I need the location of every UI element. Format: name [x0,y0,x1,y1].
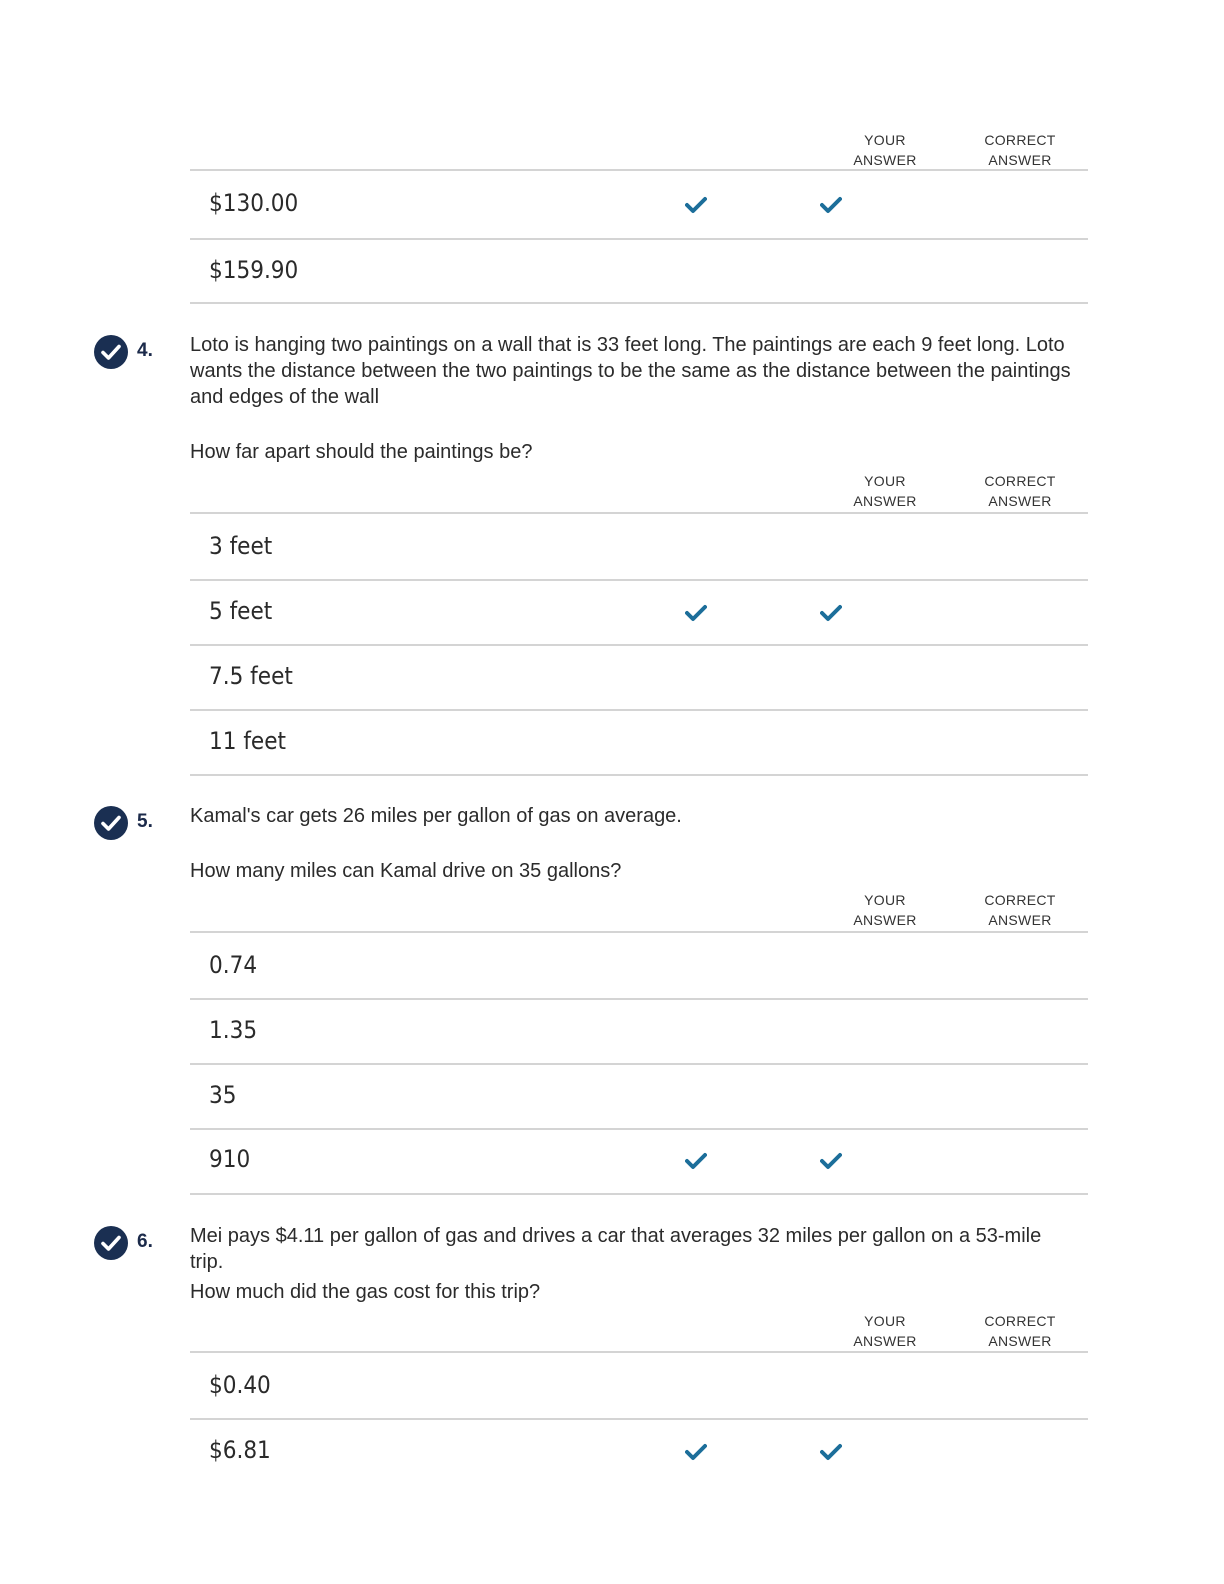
question-number: 6. [137,1231,153,1252]
answer-label: 11 feet [209,727,286,755]
q4-correct-answer-header: CORRECT ANSWER [984,473,1056,509]
correct-answer-check-icon [820,196,842,214]
q5-your-answer-header: YOUR ANSWER [853,892,917,928]
header-divider [190,931,1088,933]
q4-your-answer-header: YOUR ANSWER [853,473,917,509]
q5-answer-option[interactable] [190,1081,1088,1113]
q6-answer-option[interactable] [190,1371,1088,1403]
answer-label: $130.00 [209,189,299,217]
question-text: Mei pays $4.11 per gallon of gas and drives a car that averages 32 miles per gallon on a 53-mile trip. [190,1225,1042,1273]
answer-label: 1.35 [209,1016,258,1044]
answer-label: 3 feet [209,532,273,560]
q5-answer-option[interactable] [190,1145,1088,1177]
answer-divider [190,998,1088,1000]
question-number: 4. [137,340,153,361]
answer-label: 5 feet [209,597,273,625]
check-circle-icon [93,1225,129,1261]
answer-divider [190,579,1088,581]
q3-correct-answer-header: CORRECT ANSWER [984,132,1056,168]
q3-answer-option[interactable] [190,189,1088,221]
question-number: 5. [137,811,153,832]
q5-answer-option[interactable] [190,951,1088,983]
answer-divider [190,1418,1088,1420]
answer-divider [190,774,1088,776]
answer-label: $6.81 [209,1436,271,1464]
answer-divider [190,1063,1088,1065]
q4-answer-option[interactable] [190,597,1088,629]
correct-answer-check-icon [820,604,842,622]
answer-divider [190,302,1088,304]
your-answer-check-icon [685,604,707,622]
q6-correct-answer-header: CORRECT ANSWER [984,1313,1056,1349]
q3-your-answer-header: YOUR ANSWER [853,132,917,168]
q5-correct-answer-header: CORRECT ANSWER [984,892,1056,928]
q4-answer-option[interactable] [190,662,1088,694]
your-answer-check-icon [685,196,707,214]
answer-label: 910 [209,1145,251,1173]
q6-your-answer-header: YOUR ANSWER [853,1313,917,1349]
answer-divider [190,644,1088,646]
header-divider [190,512,1088,514]
q5-answer-option[interactable] [190,1016,1088,1048]
answer-divider [190,1193,1088,1195]
question-text: Loto is hanging two paintings on a wall that is 33 feet long. The paintings are each 9 feet long. Loto wants the distance between the two paintings to be the same as the distance between the paintings and edges of the wall [190,334,1071,408]
question-prompt: How far apart should the paintings be? [190,441,533,463]
answer-label: 35 [209,1081,237,1109]
your-answer-check-icon [685,1443,707,1461]
answer-divider [190,238,1088,240]
answer-label: 7.5 feet [209,662,293,690]
q6-answer-option[interactable] [190,1436,1088,1468]
question-prompt: How many miles can Kamal drive on 35 gallons? [190,860,622,882]
answer-label: $0.40 [209,1371,271,1399]
question-text: Kamal's car gets 26 miles per gallon of gas on average. [190,805,682,827]
check-circle-icon [93,805,129,841]
q3-answer-option[interactable] [190,256,1088,288]
question-prompt: How much did the gas cost for this trip? [190,1281,541,1303]
check-circle-icon [93,334,129,370]
answer-divider [190,709,1088,711]
your-answer-check-icon [685,1152,707,1170]
correct-answer-check-icon [820,1152,842,1170]
header-divider [190,169,1088,171]
correct-answer-check-icon [820,1443,842,1461]
q4-answer-option[interactable] [190,532,1088,564]
answer-label: $159.90 [209,256,299,284]
answer-label: 0.74 [209,951,258,979]
header-divider [190,1351,1088,1353]
q4-answer-option[interactable] [190,727,1088,759]
answer-divider [190,1128,1088,1130]
